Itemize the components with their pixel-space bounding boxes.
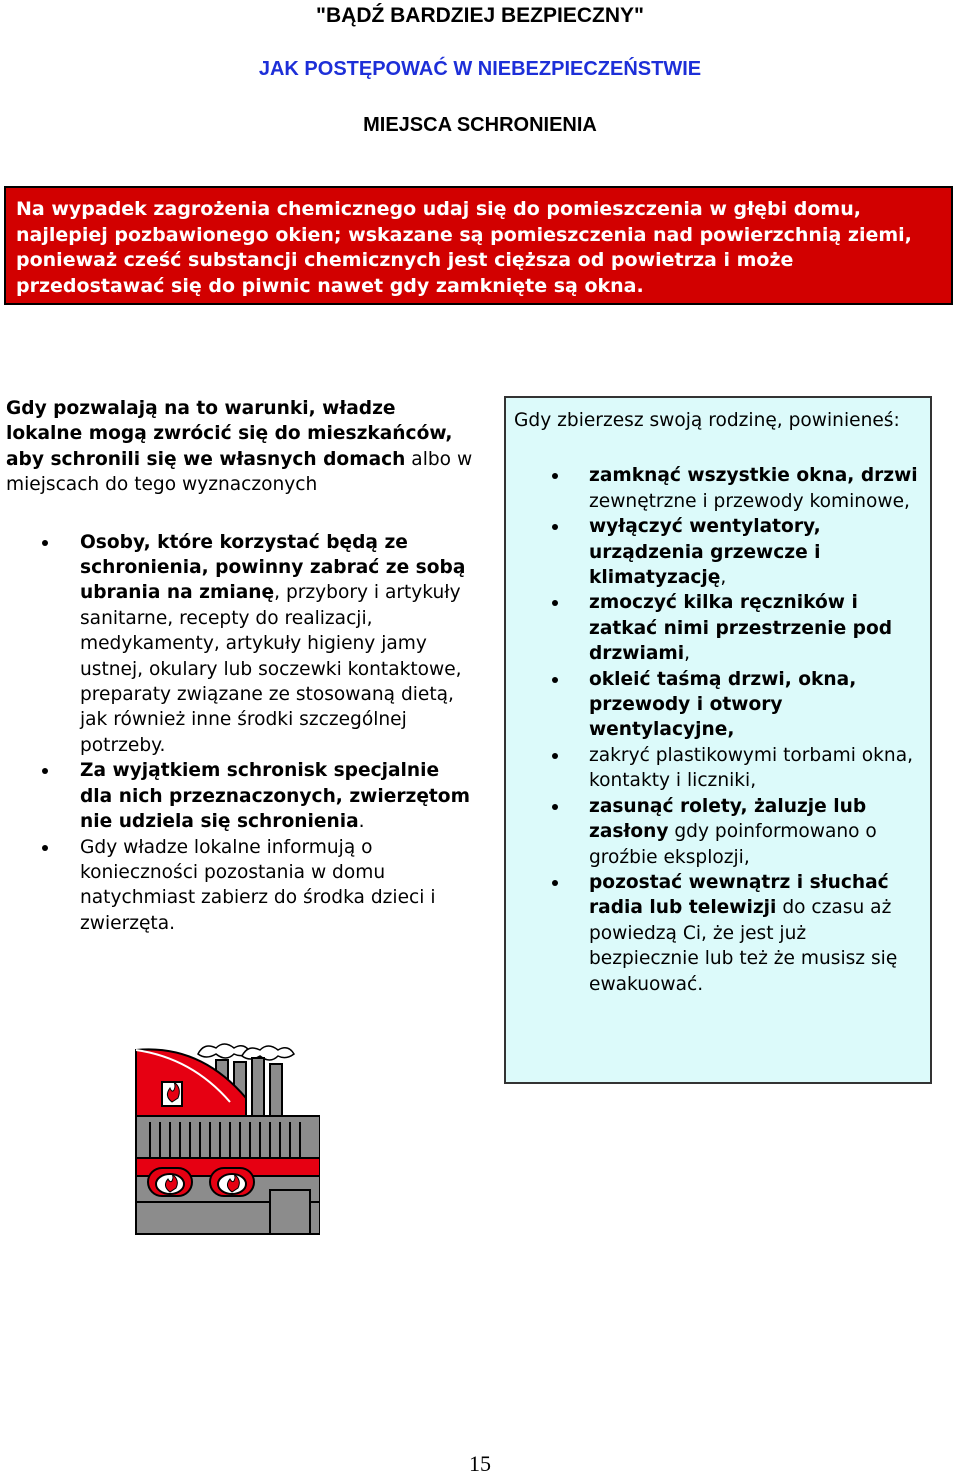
- list-item-bold: okleić taśmą drzwi, okna, przewody i otwory wentylacyjne,: [589, 668, 857, 741]
- list-item-bold: Za wyjątkiem schronisk specjalnie dla nich przeznaczonych, zwierzętom nie udziela się schronienia: [80, 760, 470, 833]
- section-heading: MIEJSCA SCHRONIENIA: [363, 114, 597, 136]
- page-number: 15: [469, 1451, 491, 1476]
- list-item-text: gdy poinformowano o groźbie eksplozji,: [589, 821, 877, 868]
- left-intro-bold: Gdy pozwalają na to warunki, władze lokalne mogą zwrócić się do mieszkańców, aby schronili się we własnych domach: [6, 398, 453, 470]
- list-item: [514, 514, 920, 590]
- list-item-bold: pozostać wewnątrz i słuchać radia lub telewizji: [589, 871, 889, 919]
- list-item-bold: Osoby, które korzystać będą ze schronienia, powinny zabrać ze sobą ubrania na zmianę: [80, 531, 466, 604]
- document-subtitle: JAK POSTĘPOWAĆ W NIEBEZPIECZEŃSTWIE: [258, 58, 702, 80]
- list-item-text: .: [358, 811, 365, 833]
- list-item: [514, 870, 920, 997]
- chemical-factory-icon: [130, 1040, 320, 1236]
- warning-box: [4, 186, 953, 305]
- list-item-bold: zamknąć wszystkie okna, drzwi: [589, 465, 918, 487]
- left-intro-normal: albo w miejscach do tego wyznaczonych: [6, 448, 473, 496]
- list-item-text: do czasu aż powiedzą Ci, że jest już bezpiecznie lub też że musisz się ewakuować.: [589, 897, 898, 995]
- list-item-text: ,: [720, 567, 727, 589]
- left-intro: [6, 396, 476, 498]
- list-item-text: ,: [684, 643, 691, 665]
- document-title: "BĄDŹ BARDZIEJ BEZPIECZNY": [316, 4, 644, 27]
- family-checklist-box: [504, 396, 932, 1084]
- left-bullet-list: [6, 530, 476, 937]
- list-item-text: zakryć plastikowymi torbami okna, kontakty i liczniki,: [589, 744, 914, 792]
- left-column: [6, 396, 476, 936]
- list-item-text: zewnętrzne i przewody kominowe,: [589, 490, 910, 512]
- warning-text: Na wypadek zagrożenia chemicznego udaj się do pomieszczenia w głębi domu, najlepiej pozbawionego okien; wskazane są pomieszczenia nad powierzchnią ziemi, ponieważ cześć substancji chemicznych jest cięższa od powietrza i może przedostawać się do piwnic nawet gdy zamknięte są okna.: [16, 198, 912, 297]
- list-item-text: Gdy władze lokalne informują o konieczności pozostania w domu natychmiast zabierz do środka dzieci i zwierzęta.: [80, 836, 436, 934]
- list-item: [514, 667, 920, 743]
- list-item-bold: wyłączyć wentylatory, urządzenia grzewcze i klimatyzację: [589, 516, 821, 589]
- list-item: [514, 794, 920, 870]
- checklist: [514, 463, 920, 997]
- checklist-intro: Gdy zbierzesz swoją rodzinę, powinieneś:: [514, 410, 900, 431]
- list-item: [514, 590, 920, 666]
- list-item: [514, 743, 920, 794]
- list-item: [514, 463, 920, 514]
- list-item: [6, 758, 476, 834]
- list-item-text: , przybory i artykuły sanitarne, recepty do realizacji, medykamenty, artykuły higieny jamy ustnej, okulary lub soczewki kontaktowe, preparaty związane ze stosowaną dietą, jak również inne środki szczególnej potrzeby.: [80, 582, 462, 756]
- list-item: [6, 530, 476, 759]
- list-item-bold: zmoczyć kilka ręczników i zatkać nimi przestrzenie pod drzwiami: [589, 592, 893, 665]
- list-item-bold: zasunąć rolety, żaluzje lub zasłony: [589, 795, 867, 843]
- list-item: [6, 835, 476, 937]
